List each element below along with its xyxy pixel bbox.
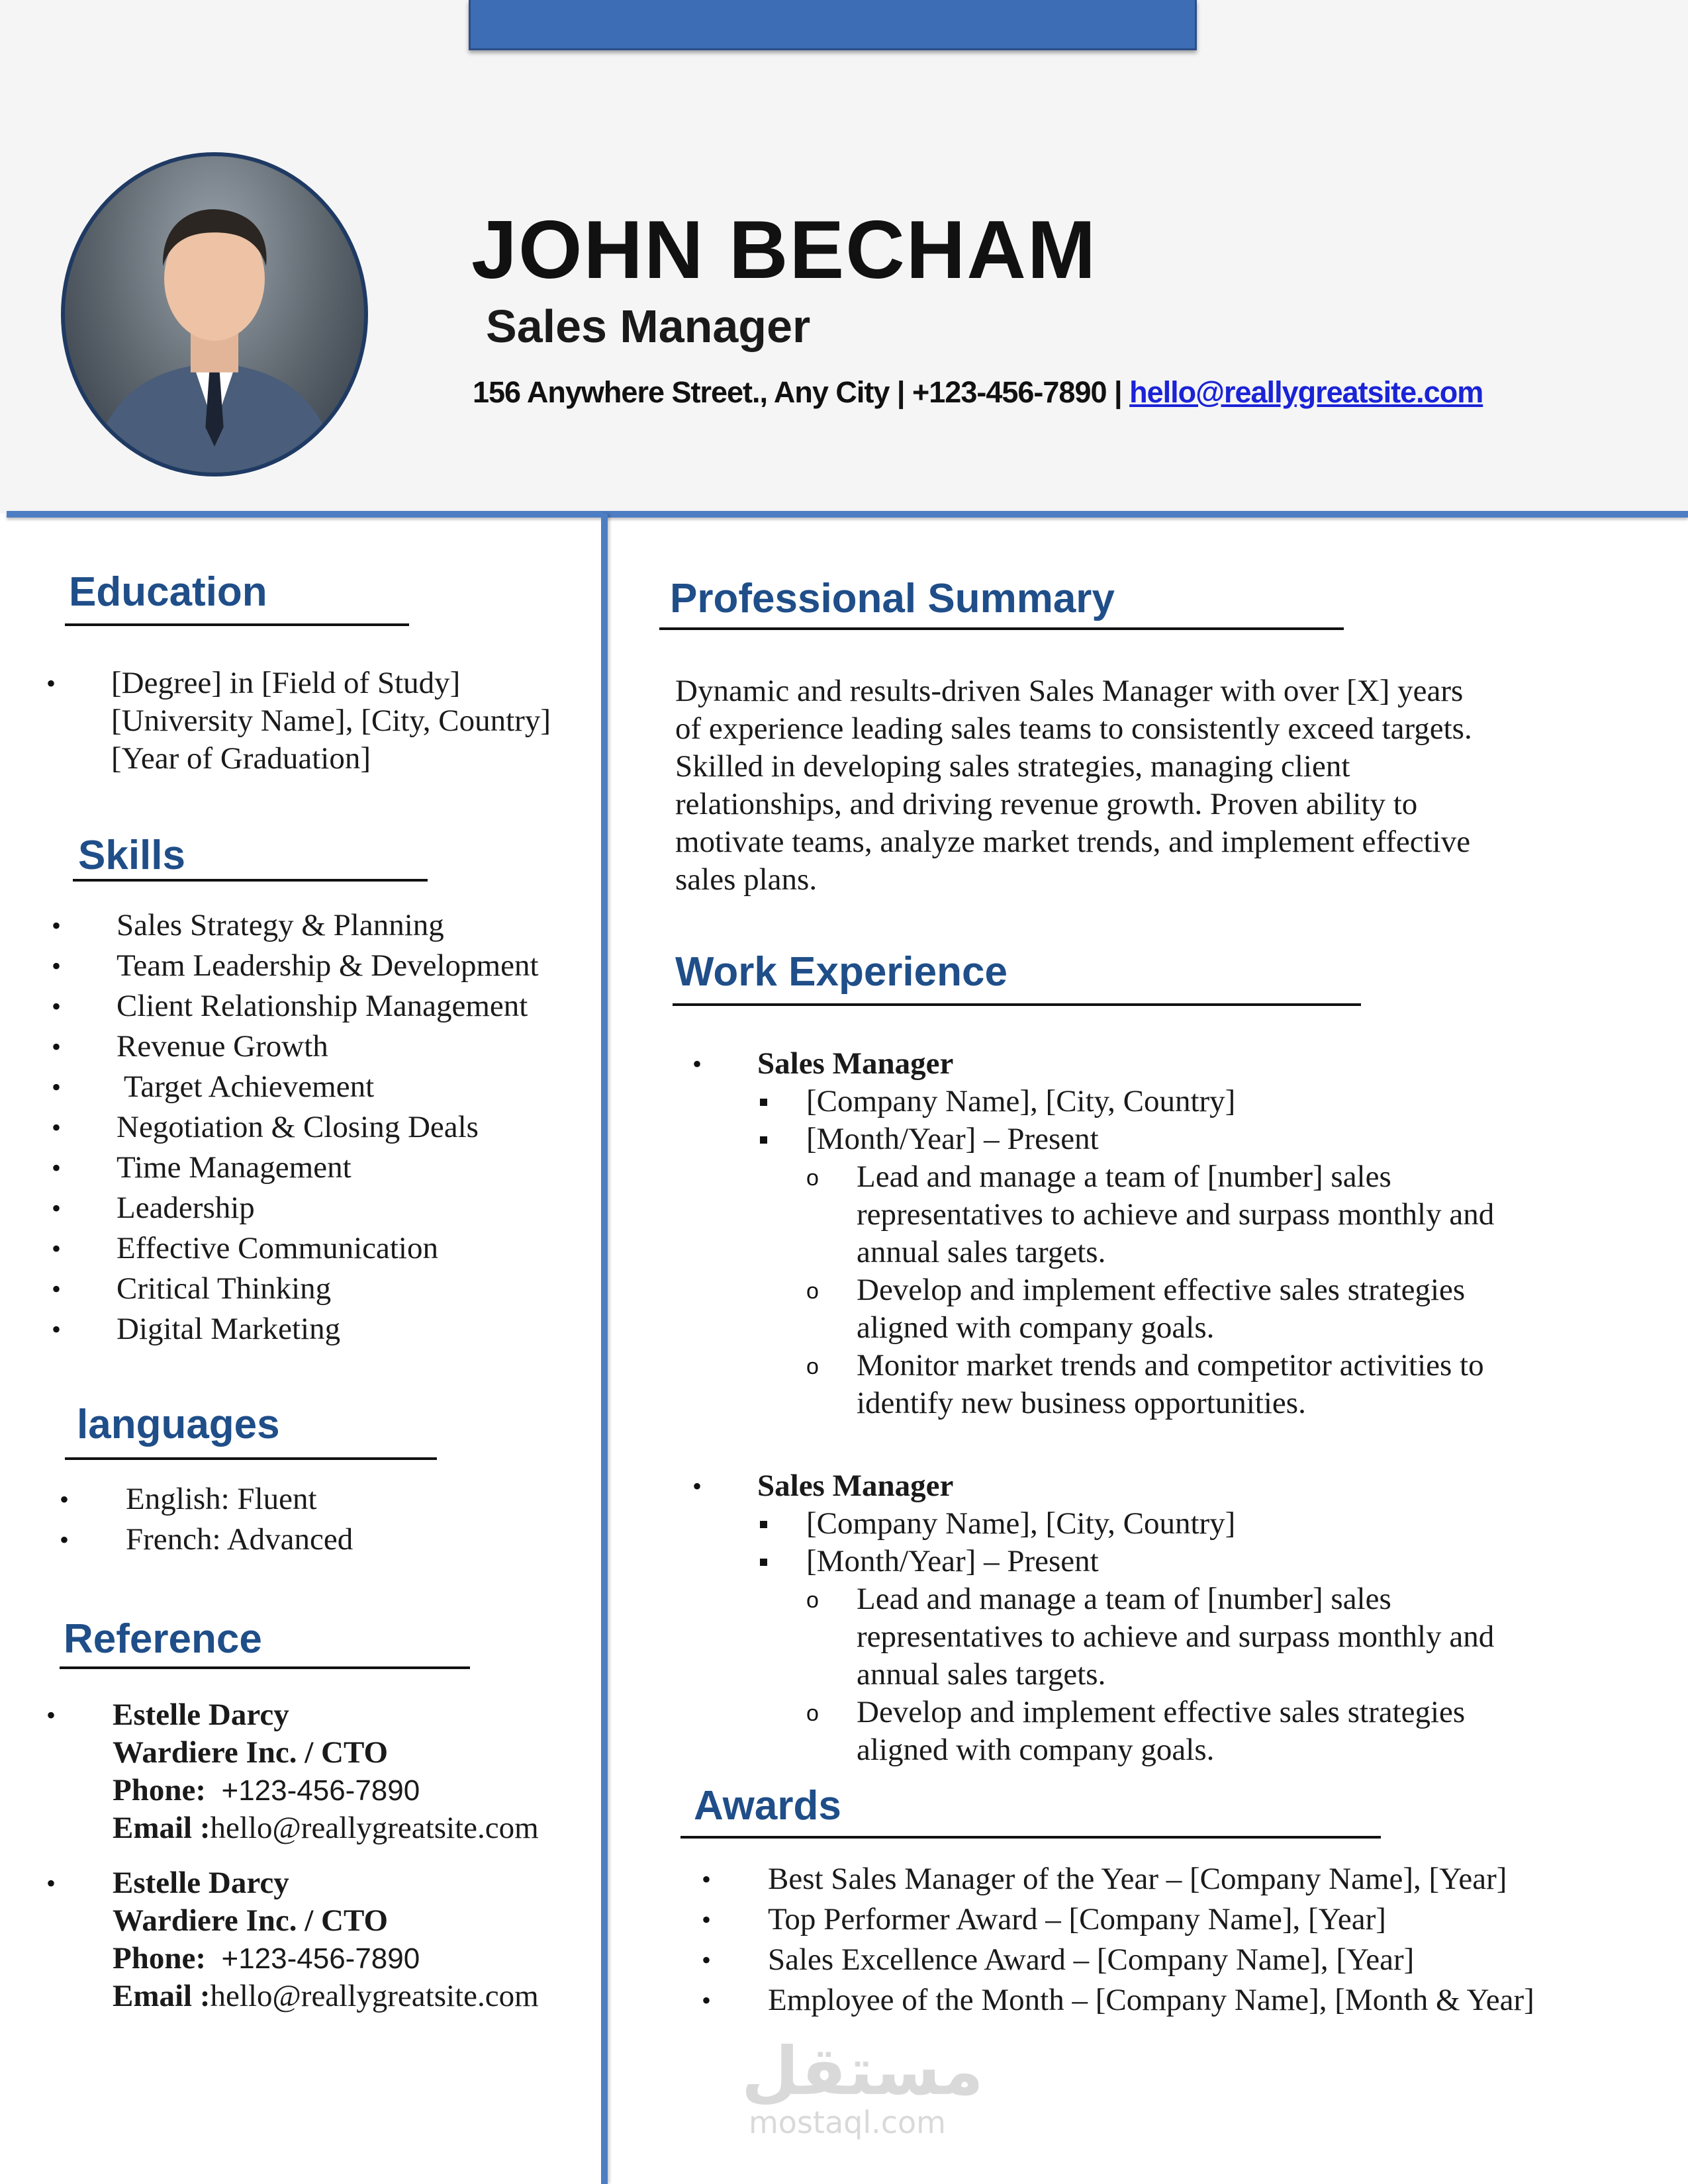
language-item: French: Advanced bbox=[126, 1522, 353, 1557]
summary-line: sales plans. bbox=[675, 862, 818, 897]
job-duty-line: representatives to achieve and surpass monthly and bbox=[857, 1619, 1495, 1654]
phone-label: Phone: bbox=[113, 1773, 206, 1807]
job-duty-line: identify new business opportunities. bbox=[857, 1386, 1306, 1420]
reference-name: Estelle Darcy bbox=[113, 1698, 289, 1732]
reference-email: hello@reallygreatsite.com bbox=[210, 1811, 539, 1845]
education-underline bbox=[65, 623, 409, 626]
watermark-arabic: مستقل bbox=[741, 2032, 984, 2110]
reference-phone: +123-456-7890 bbox=[221, 1774, 420, 1807]
award-item: Top Performer Award – [Company Name], [Year] bbox=[768, 1902, 1386, 1936]
reference-company: Wardiere Inc. / CTO bbox=[113, 1903, 389, 1938]
award-item: Best Sales Manager of the Year – [Company Name], [Year] bbox=[768, 1862, 1507, 1896]
skill-bullet: • bbox=[52, 991, 62, 1021]
square-bullet-icon bbox=[760, 1099, 767, 1106]
skill-item: Target Achievement bbox=[117, 1069, 375, 1104]
circle-bullet-icon: o bbox=[806, 1165, 819, 1191]
summary-line: of experience leading sales teams to consistently exceed targets. bbox=[675, 711, 1472, 746]
work-underline bbox=[673, 1003, 1361, 1006]
job-company: [Company Name], [City, Country] bbox=[806, 1506, 1236, 1541]
awards-heading: Awards bbox=[694, 1783, 841, 1829]
job-period: [Month/Year] – Present bbox=[806, 1122, 1099, 1156]
reference-name: Estelle Darcy bbox=[113, 1866, 289, 1900]
reference-bullet: • bbox=[46, 1700, 56, 1730]
skill-bullet: • bbox=[52, 1193, 62, 1223]
job-duty-line: aligned with company goals. bbox=[857, 1310, 1215, 1345]
job-duty-line: Lead and manage a team of [number] sales bbox=[857, 1160, 1391, 1194]
reference-phone: +123-456-7890 bbox=[221, 1942, 420, 1975]
candidate-name: JOHN BECHAM bbox=[471, 205, 1098, 296]
job-title: Sales Manager bbox=[486, 300, 811, 352]
reference-company: Wardiere Inc. / CTO bbox=[113, 1735, 389, 1770]
profile-photo bbox=[61, 152, 368, 477]
person-portrait-icon bbox=[65, 156, 364, 473]
language-bullet: • bbox=[60, 1525, 70, 1555]
reference-underline bbox=[60, 1666, 470, 1669]
summary-line: relationships, and driving revenue growth. Proven ability to bbox=[675, 787, 1418, 821]
skill-item: Sales Strategy & Planning bbox=[117, 908, 444, 942]
award-bullet: • bbox=[702, 1945, 712, 1975]
skill-item: Digital Marketing bbox=[117, 1312, 341, 1346]
award-bullet: • bbox=[702, 1985, 712, 2015]
award-bullet: • bbox=[702, 1864, 712, 1894]
job-duty-line: aligned with company goals. bbox=[857, 1733, 1215, 1767]
reference-heading: Reference bbox=[64, 1616, 262, 1662]
skill-bullet: • bbox=[52, 1153, 62, 1183]
award-item: Sales Excellence Award – [Company Name], [Year] bbox=[768, 1942, 1415, 1977]
job-bullet: • bbox=[692, 1049, 702, 1079]
watermark-latin: mostaql.com bbox=[749, 2105, 946, 2140]
languages-underline bbox=[65, 1457, 437, 1460]
contact-details: 156 Anywhere Street., Any City | +123-456-7890 | bbox=[473, 375, 1130, 409]
skill-bullet: • bbox=[52, 1032, 62, 1062]
language-bullet: • bbox=[60, 1484, 70, 1514]
circle-bullet-icon: o bbox=[806, 1354, 819, 1379]
email-label: Email : bbox=[113, 1811, 211, 1845]
summary-heading: Professional Summary bbox=[670, 576, 1115, 621]
summary-underline bbox=[659, 627, 1344, 630]
job-role: Sales Manager bbox=[757, 1046, 954, 1081]
skill-item: Effective Communication bbox=[117, 1231, 438, 1265]
languages-heading: languages bbox=[77, 1402, 280, 1447]
education-year: [Year of Graduation] bbox=[111, 741, 371, 776]
reference-email: hello@reallygreatsite.com bbox=[210, 1979, 539, 2013]
skill-bullet: • bbox=[52, 1072, 62, 1102]
job-period: [Month/Year] – Present bbox=[806, 1544, 1099, 1578]
column-divider bbox=[601, 514, 608, 2184]
skills-underline bbox=[73, 879, 428, 882]
reference-bullet: • bbox=[46, 1868, 56, 1898]
job-duty-line: Lead and manage a team of [number] sales bbox=[857, 1582, 1391, 1616]
skill-bullet: • bbox=[52, 951, 62, 981]
circle-bullet-icon: o bbox=[806, 1701, 819, 1726]
top-accent-bar bbox=[469, 0, 1197, 50]
skill-item: Team Leadership & Development bbox=[117, 948, 539, 983]
email-label: Email : bbox=[113, 1979, 211, 2013]
header-divider bbox=[7, 511, 1688, 518]
watermark bbox=[741, 2032, 984, 2140]
job-duty-line: Monitor market trends and competitor activities to bbox=[857, 1348, 1484, 1383]
education-university: [University Name], [City, Country] bbox=[111, 704, 551, 738]
skill-item: Negotiation & Closing Deals bbox=[117, 1110, 479, 1144]
reference-phone-line bbox=[113, 1940, 420, 1978]
summary-line: Dynamic and results-driven Sales Manager with over [X] years bbox=[675, 674, 1464, 708]
job-duty-line: representatives to achieve and surpass monthly and bbox=[857, 1197, 1495, 1232]
job-company: [Company Name], [City, Country] bbox=[806, 1084, 1236, 1118]
education-heading: Education bbox=[69, 569, 267, 615]
skill-item: Revenue Growth bbox=[117, 1029, 328, 1064]
square-bullet-icon bbox=[760, 1521, 767, 1528]
award-bullet: • bbox=[702, 1905, 712, 1934]
email-link[interactable]: hello@reallygreatsite.com bbox=[1129, 375, 1483, 409]
awards-underline bbox=[680, 1836, 1381, 1839]
contact-line bbox=[473, 377, 1483, 407]
skill-bullet: • bbox=[52, 1274, 62, 1304]
education-degree: [Degree] in [Field of Study] bbox=[111, 666, 461, 700]
job-duty-line: annual sales targets. bbox=[857, 1235, 1106, 1269]
circle-bullet-icon: o bbox=[806, 1588, 819, 1613]
skill-bullet: • bbox=[52, 1234, 62, 1263]
award-item: Employee of the Month – [Company Name], [Month & Year] bbox=[768, 1983, 1534, 2017]
skill-bullet: • bbox=[52, 911, 62, 940]
skill-bullet: • bbox=[52, 1113, 62, 1142]
summary-line: motivate teams, analyze market trends, and implement effective bbox=[675, 825, 1471, 859]
reference-phone-line bbox=[113, 1772, 420, 1809]
square-bullet-icon bbox=[760, 1136, 767, 1144]
skill-item: Time Management bbox=[117, 1150, 352, 1185]
summary-line: Skilled in developing sales strategies, managing client bbox=[675, 749, 1350, 784]
phone-label: Phone: bbox=[113, 1941, 206, 1976]
work-heading: Work Experience bbox=[675, 949, 1008, 995]
circle-bullet-icon: o bbox=[806, 1279, 819, 1304]
skill-bullet: • bbox=[52, 1314, 62, 1344]
skill-item: Client Relationship Management bbox=[117, 989, 528, 1023]
job-duty-line: Develop and implement effective sales strategies bbox=[857, 1695, 1466, 1729]
job-duty-line: annual sales targets. bbox=[857, 1657, 1106, 1692]
skills-heading: Skills bbox=[78, 833, 185, 878]
square-bullet-icon bbox=[760, 1559, 767, 1566]
reference-email-line bbox=[113, 1978, 539, 2015]
job-role: Sales Manager bbox=[757, 1469, 954, 1503]
skill-item: Critical Thinking bbox=[117, 1271, 332, 1306]
job-bullet: • bbox=[692, 1471, 702, 1501]
skill-item: Leadership bbox=[117, 1191, 255, 1225]
job-duty-line: Develop and implement effective sales strategies bbox=[857, 1273, 1466, 1307]
language-item: English: Fluent bbox=[126, 1482, 317, 1516]
reference-email-line bbox=[113, 1809, 539, 1847]
education-bullet: • bbox=[46, 668, 56, 698]
